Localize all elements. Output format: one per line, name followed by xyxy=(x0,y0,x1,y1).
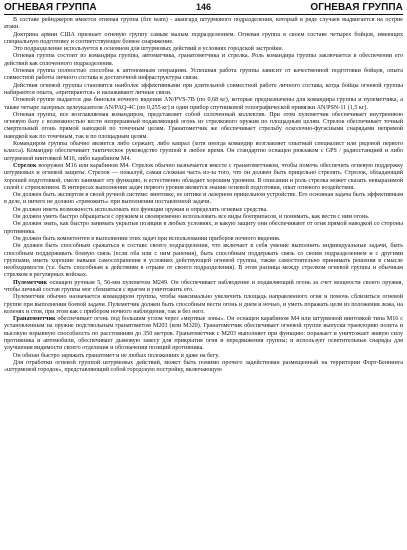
paragraph-text: Действия огневой группы становятся наиболее эффективными при длительной совместной работе личного состава, когда бойцы огневой группы набираются опыта, «притираются» и налаживают личные связи. xyxy=(4,82,403,96)
paragraph xyxy=(4,192,403,207)
paragraph xyxy=(4,83,403,98)
paragraph-text: Он должен уметь быстро обращаться с оружием и своевременно использовать все виды боеприпасов, и понимать, как вести с ним огонь. xyxy=(13,214,370,221)
paragraph xyxy=(4,97,403,112)
running-title-right: ОГНЕВАЯ ГРУППА xyxy=(310,2,403,13)
paragraph xyxy=(4,280,403,295)
paragraph-lead: Гранатометчик xyxy=(13,316,56,323)
paragraph xyxy=(4,243,403,279)
paragraph-text: Огневая группа, все возглавляемая командиром, представляет собой сплоченный коллектив. При этом пулеметчик обеспечивает внутреннюю огневую базу с возможностью вести непрерывный подавляющий огонь из стрелкового оружия по площадным целям. Стрелок обеспечивает точный смертельный огонь прямой наводкой по точечным целям. Гранатометчик же обеспечивает стрельбу осколочно-фугасными снарядами непрямой наводкой как по точечным, так и по площадным целям. xyxy=(4,111,403,140)
page-header xyxy=(4,2,403,15)
paragraph-text: вооружен M16 или карабином M4. Стрелок обычно назначается вместе с гранатометчиком, чтобы помочь обеспечить огневую поддержку штурмовых и огневой защиты. Стрелок — пожалуй, самая сложная часть из-за того, что он должен быть прицельно стрелять. Стрелок, обладающий хорошей подготовкой, смело занимает эту функцию, и естественно обладает хорошим уровнем. В описании и роль стрелка может сказать невыразимой силой с стремлением. В интересах выполнения задач первого уровня является знание огневой подготовки, опыт огневого воздействия. xyxy=(4,162,403,191)
paragraph-text: Он должен знать, как быстро занимать укрытые позиции в любых условиях, и какую защиту они обеспечивают от огня прямой наводкой со стороны противника. xyxy=(4,221,403,235)
paragraph xyxy=(4,141,403,163)
paragraph xyxy=(4,221,403,236)
paragraph-lead: Пулеметчик xyxy=(13,279,48,286)
running-title-left: ОГНЕВАЯ ГРУППА xyxy=(4,2,97,13)
paragraph-lead: Стрелок xyxy=(13,162,37,169)
paragraph-text: Он должен быть компетентен в выполнении этих задач при использовании приборов ночного видения. xyxy=(13,235,281,242)
paragraph xyxy=(4,68,403,83)
paragraph xyxy=(4,112,403,141)
paragraph xyxy=(4,316,403,352)
paragraph-text: В составе рейнджеров имеется огневая группа (fire team) - авангард штурмового подразделения, который в ряде случаев выдвигается на острие атаки. xyxy=(4,17,403,31)
page-number: 146 xyxy=(195,2,212,12)
paragraph-text: Для отработки огневой группой штурмовых действий, может быть помимо прочего задействован размещенный на территории Форт-Беннинга «штурмовой городок», представляющий собой городскую постройку, включающую xyxy=(4,359,403,374)
paragraph-text: Огневой группе выдается два бинокля ночного видения AN/PVS-7B (по 0,68 кг), которые предназначены для командира группы и пулеметчика, а также четыре лазерных целеуказателя AN/PAQ-4C (по 0,255 кг) и один прибор спутниковой топографической привязки AN/PSN-11 (1,5 кг). xyxy=(4,97,403,111)
paragraph xyxy=(4,353,403,360)
paragraph-text: обеспечивает огонь под большим углом через «мертвые зоны». Он оснащен карабином M4 или штурмовой винтовкой типа M16 с установленным на оружие подствольным гранатометом M203 (или M320). Гранатометчик обеспечивает огневой группе выпуски траекторию полета и высокую взрывную способность по расстояниям до 350 метров. Гранатометчик с M203 выполняет при функцию: поражает и уничтожает живую силу противника и автомобили, обеспечивает дымовую завесу для прикрытия огня и передвижения группы; и использует осветительные снаряды для улучшения видимости своего отделения и обозначения позиций противника. xyxy=(4,316,403,352)
paragraph xyxy=(4,32,403,47)
paragraph-text: Он должен иметь возможность использовать все функции оружия и определять огневые средства. xyxy=(13,206,268,213)
paragraph-text: Он должен быть экспертом в своей ручной системе: винтовке, ее оптике и лазерном прицельном устройстве. Его основная задача быть эффективным в деле, и ничего не должно «тревожить» при выполнении поставленной задачи. xyxy=(4,192,403,206)
paragraph xyxy=(4,163,403,192)
paragraph-text: Огневая группа полностью способна к автономным операциям. Успешная работа группы зависит от качественной подготовки бойцов, опыта совместной работы личного состава и достаточной инфраструктуры связи. xyxy=(4,68,403,82)
paragraph-text: Это подразделение используется в основном для штурмовых действий в условиях городской застройки. xyxy=(13,46,284,53)
paragraph-text: оснащен ручным 5, 56-мм пулеметом M249. Он обеспечивает наблюдение и подавляющий огонь за счет мощности своего оружия, чтобы личный состав группы мог сблизиться с врагом и уничтожить его. xyxy=(4,279,403,293)
body-text xyxy=(4,17,403,375)
paragraph-text: Огневая группа состоит из командира группы, автоматчика, гранатометчика и стрелка. Роль командира группы заключается в обеспечении его действий как сплоченного подразделения. xyxy=(4,53,403,67)
paragraph-text: Пулеметчик обычно назначается командиром группы, чтобы максимально увеличить площадь направленного огня и помочь сблизиться огневой группе при выполнении боевой задачи. Пулеметчик должен быть способным вести огонь и днем и ночью, и уметь поражать цели из положения лежа, на коленях и стоя, при этом как с прибором ночного наблюдения, так и без него. xyxy=(4,294,403,315)
paragraph-text: Командиром группы обычно является либо сержант, либо капрал (хотя иногда командир возглавляет опытный специалист или рядовой первого класса). Командир обеспечивает тактическое руководство группой в любое время. Он стандартно оснащен рюкзаком с GPS / радиостанцией и либо штурмовой винтовкой M16, либо карабином M4. xyxy=(4,141,403,162)
paragraph-text: Он обязан быстро заряжать гранатомет и не любых положениях и даже на бегу. xyxy=(13,352,220,359)
paragraph-text: Он должен быть способным сражаться в составе своего подразделения, что включает в себя умение выполнить индивидуальные задачи, быть способным поддерживать боевую связь (если оба или с ним ранения), быть способным поддержать связь со своим подразделением и с другими группами, иметь хорошие навыки самосохранения в условиях действующей огневой группы, также самостоятельно принимать решения в смысле необходимости (т.е. быть способным к действиям в отрыве от своего подразделения). В этом разница между стрелком огневой группы и обычным стрелком в регулярных войсках. xyxy=(4,243,403,279)
paragraph-text: Доктрина армии США признает огневую группу самым малым подразделением. Огневая группа в своем составе четырех бойцов, имеющих специальную подготовку и соответствующее боевое снаряжение. xyxy=(4,31,403,45)
paragraph xyxy=(4,17,403,32)
paragraph xyxy=(4,294,403,316)
paragraph xyxy=(4,53,403,68)
paragraph xyxy=(4,360,403,375)
paragraph xyxy=(4,207,403,214)
